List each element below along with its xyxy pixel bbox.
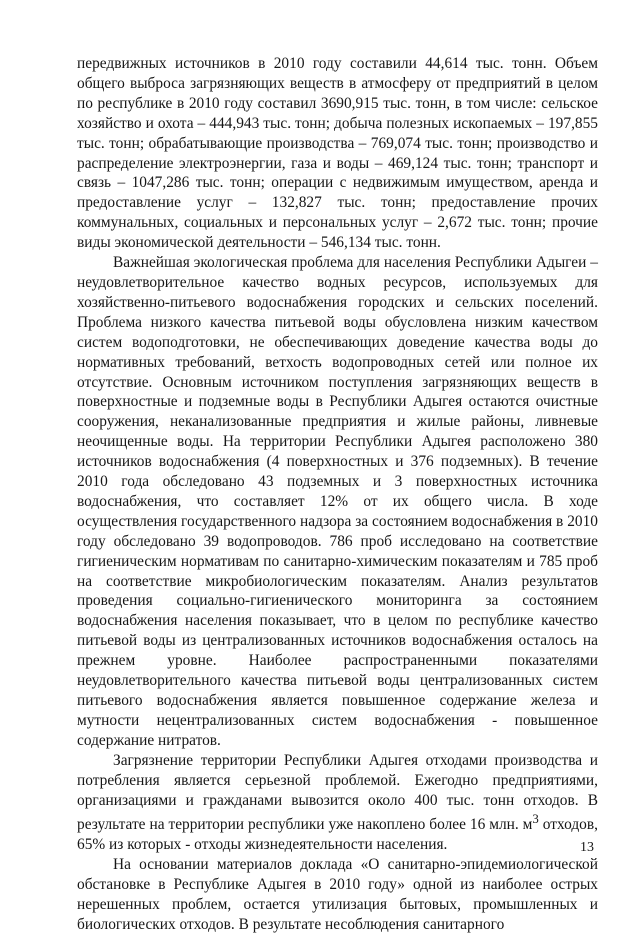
- cubic-superscript: 3: [532, 812, 539, 827]
- paragraph-waste-text-end: отходов, 65% из которых - отходы жизнедеятельности населения.: [77, 816, 598, 854]
- document-body: [77, 54, 598, 935]
- paragraph-water-quality: Важнейшая экологическая проблема для населения Республики Адыгеи – неудовлетворительное качество водных ресурсов, используемых для хозяйственно-питьевого водоснабжения городских и сельских поселений. Проблема низкого качества питьевой воды обусловлена низким качеством систем водоподготовки, не обеспечивающих доведение качества воды до нормативных требований, ветхость водопроводных сетей или полное их отсутствие. Основным источником поступления загрязняющих веществ в поверхностные и подземные воды в Республики Адыгея остаются очистные сооружения, неканализованные предприятия и жилые районы, ливневые неочищенные воды. На территории Республики Адыгея расположено 380 источников водоснабжения (4 поверхностных и 376 подземных). В течение 2010 года обследовано 43 подземных и 3 поверхностных источника водоснабжения, что составляет 12% от их общего числа. В ходе осуществления государственного надзора за состоянием водоснабжения в 2010 году обследовано 39 водопроводов. 786 проб исследовано на соответствие гигиеническим нормативам по санитарно-химическим показателям и 785 проб на соответствие микробиологическим показателям. Анализ результатов проведения социально-гигиенического мониторинга за состоянием водоснабжения населения показывает, что в целом по республике качество питьевой воды из централизованных источников водоснабжения осталось на прежнем уровне. Наиболее распространенными показателями неудовлетворительного качества питьевой воды централизованных систем питьевого водоснабжения является повышенное содержание железа и мутности нецентрализованных систем водоснабжения - повышенное содержание нитратов.: [77, 254, 598, 749]
- paragraph-waste-utilization: На основании материалов доклада «О санитарно-эпидемиологической обстановке в Республике Адыгея в 2010 году» одной из наиболее острых нерешенных проблем, остается утилизация бытовых, промышленных и биологических отходов. В результате несоблюдения санитарного: [77, 856, 598, 934]
- page-number: 13: [580, 840, 594, 855]
- paragraph-waste-pollution: [77, 751, 598, 856]
- paragraph-waste-text-start: Загрязнение территории Республики Адыгея отходами производства и потребления является серьезной проблемой. Ежегодно предприятиями, организациями и гражданами вывозится около 400 тыс. тонн отходов. В результате на территории республики уже накоплено более 16 млн. м: [77, 751, 598, 834]
- paragraph-emissions: передвижных источников в 2010 году составили 44,614 тыс. тонн. Объем общего выброса загрязняющих веществ в атмосферу от предприятий в целом по республике в 2010 году составил 3690,915 тыс. тонн, в том числе: сельское хозяйство и охота – 444,943 тыс. тонн; добыча полезных ископаемых – 197,855 тыс. тонн; обрабатывающие производства – 769,074 тыс. тонн; производство и распределение электроэнергии, газа и воды – 469,124 тыс. тонн; транспорт и связь – 1047,286 тыс. тонн; операции с недвижимым имуществом, аренда и предоставление услуг – 132,827 тыс. тонн; предоставление прочих коммунальных, социальных и персональных услуг – 2,672 тыс. тонн; прочие виды экономической деятельности – 546,134 тыс. тонн.: [77, 55, 598, 252]
